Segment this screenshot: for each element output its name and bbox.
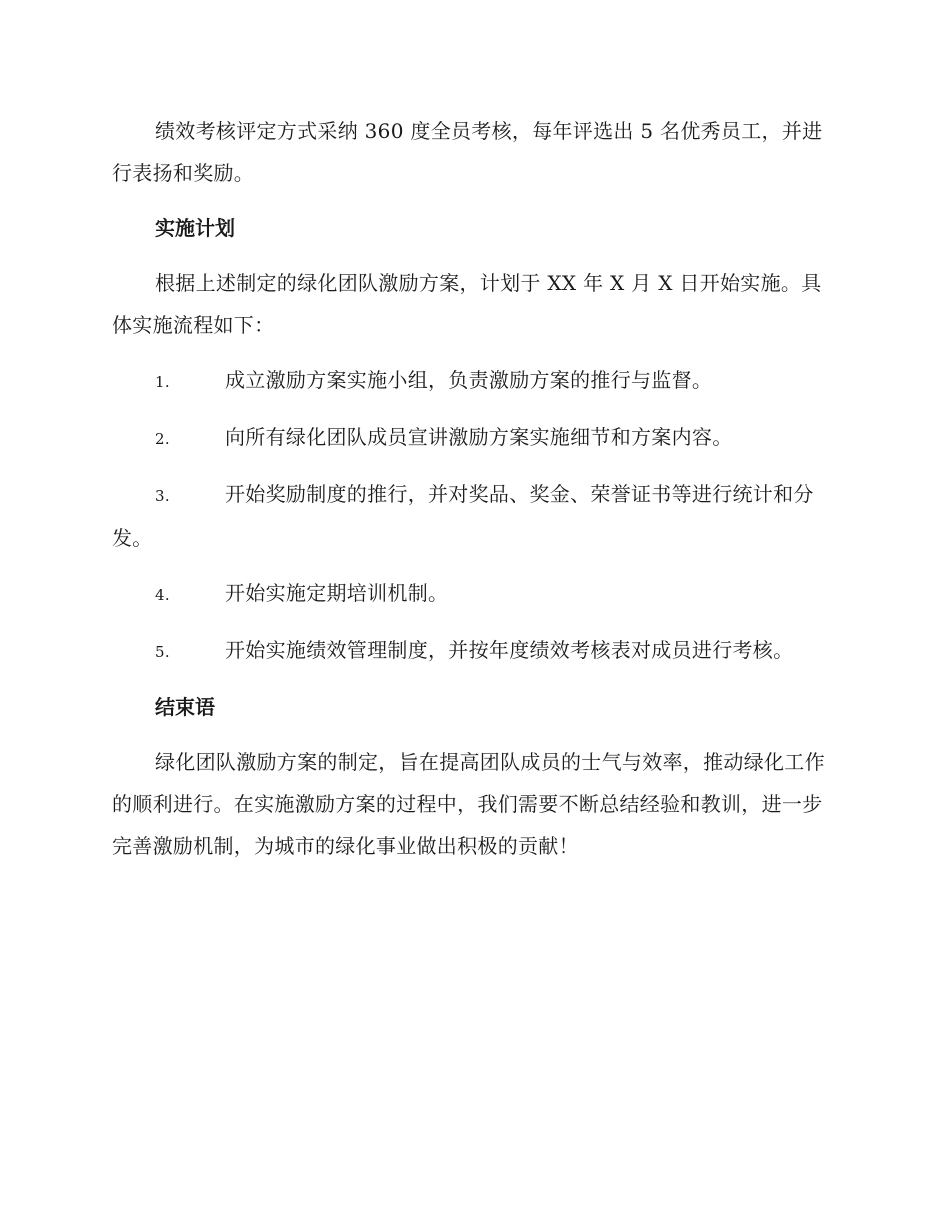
list-item-text: 开始实施绩效管理制度，并按年度绩效考核表对成员进行考核。 xyxy=(225,638,794,662)
plan-paragraph: 根据上述制定的绿化团队激励方案，计划于 XX 年 X 月 X 日开始实施。具体实施流程如下： xyxy=(112,271,822,337)
list-item-number: 5. xyxy=(155,643,170,661)
list-item-number: 2. xyxy=(155,430,170,448)
section-heading-conclusion: 结束语 xyxy=(155,695,215,719)
list-item xyxy=(112,473,836,559)
list-item-number: 4. xyxy=(155,586,170,604)
intro-paragraph: 绩效考核评定方式采纳 360 度全员考核，每年评选出 5 名优秀员工，并进行表扬和奖励。 xyxy=(112,119,823,185)
list-item-number: 3. xyxy=(155,487,170,505)
list-item xyxy=(112,572,836,616)
list-item xyxy=(112,359,836,403)
section-heading-plan: 实施计划 xyxy=(155,216,235,240)
list-item-text: 开始奖励制度的推行，并对奖品、奖金、荣誉证书等进行统计和分发。 xyxy=(112,482,814,550)
list-item xyxy=(112,416,836,460)
list-item-text: 成立激励方案实施小组，负责激励方案的推行与监督。 xyxy=(225,368,713,392)
list-item-text: 开始实施定期培训机制。 xyxy=(225,581,449,605)
list-item-text: 向所有绿化团队成员宣讲激励方案实施细节和方案内容。 xyxy=(225,425,733,449)
list-item-number: 1. xyxy=(155,373,170,391)
document-body xyxy=(112,110,836,880)
conclusion-paragraph: 绿化团队激励方案的制定，旨在提高团队成员的士气与效率，推动绿化工作的顺利进行。在实施激励方案的过程中，我们需要不断总结经验和教训，进一步完善激励机制，为城市的绿化事业做出积极的贡献！ xyxy=(112,750,825,858)
list-item xyxy=(112,629,836,673)
